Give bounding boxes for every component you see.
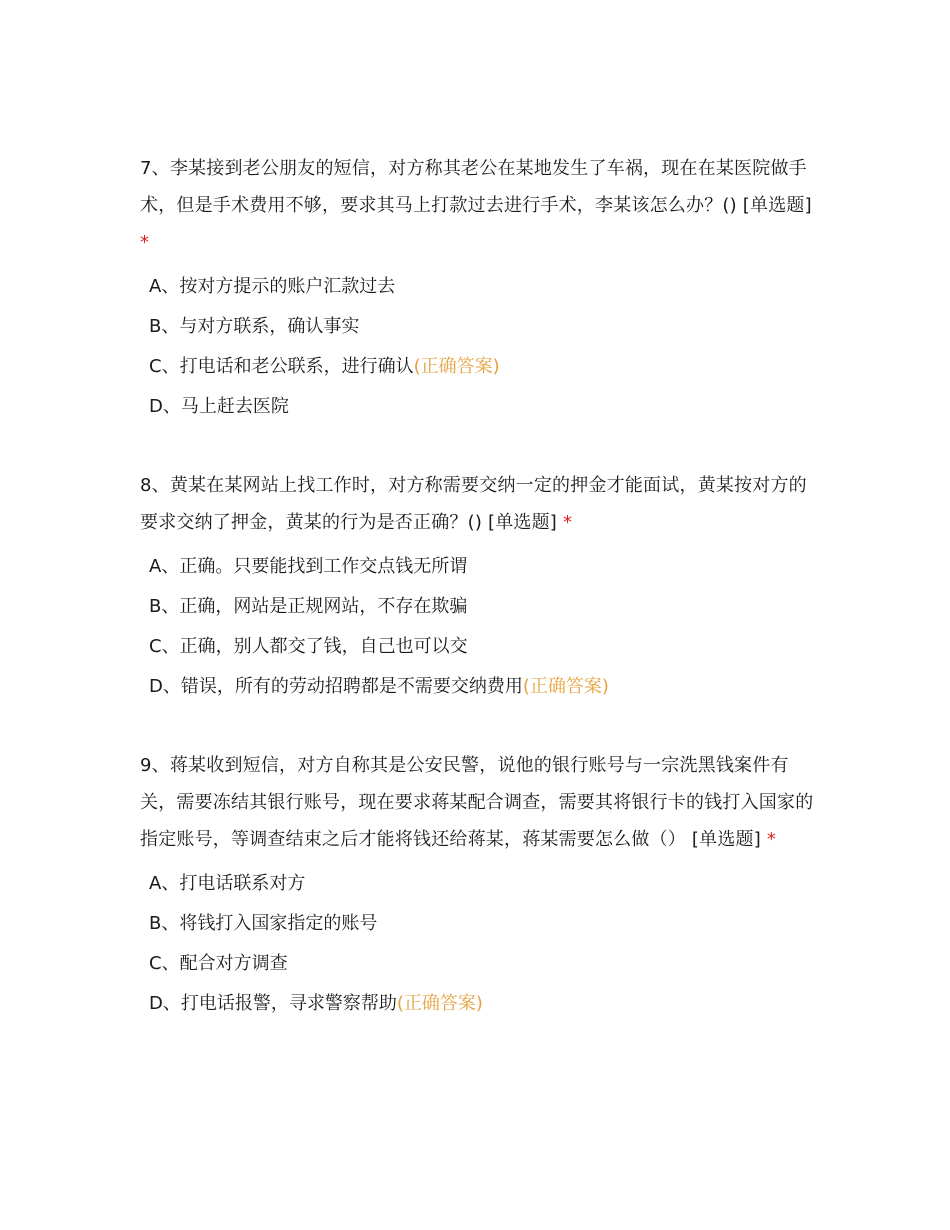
option-list [140,864,820,1024]
option-a[interactable] [149,864,820,904]
option-b[interactable] [149,587,820,627]
question-7 [140,150,820,427]
required-mark: * [562,512,573,533]
option-label: C、配合对方调查 [149,953,288,974]
correct-answer-tag: (正确答案) [413,356,500,377]
option-label: A、正确。只要能找到工作交点钱无所谓 [149,556,468,577]
option-label: D、马上赶去医院 [149,396,289,417]
option-label: B、正确，网站是正规网站，不存在欺骗 [149,596,468,617]
option-c[interactable] [149,627,820,667]
question-text [140,747,820,858]
question-stem: 9、蒋某收到短信，对方自称其是公安民警，说他的银行账号与一宗洗黑钱案件有关，需要冻结其银行账号，现在要求蒋某配合调查，需要其将银行卡的钱打入国家的指定账号，等调查结束之后才能将钱还给蒋某，蒋某需要怎么做（） [140,755,814,850]
option-label: D、打电话报警，寻求警察帮助 [149,993,397,1014]
option-d[interactable] [149,667,820,707]
option-c[interactable] [149,944,820,984]
question-8 [140,467,820,707]
required-mark: * [766,829,777,850]
quiz-document [140,150,820,1064]
option-a[interactable] [149,267,820,307]
option-d[interactable] [149,387,820,427]
question-9 [140,747,820,1024]
option-label: D、错误，所有的劳动招聘都是不需要交纳费用 [149,676,523,697]
option-label: B、将钱打入国家指定的账号 [149,913,378,934]
question-stem: 7、李某接到老公朋友的短信，对方称其老公在某地发生了车祸，现在在某医院做手术，但是手术费用不够，要求其马上打款过去进行手术，李某该怎么办？() [140,158,807,216]
option-label: A、打电话联系对方 [149,873,306,894]
option-d[interactable] [149,984,820,1024]
option-a[interactable] [149,547,820,587]
question-type-label: [单选题] [691,829,761,850]
option-list [140,547,820,707]
question-text [140,150,820,261]
option-label: A、按对方提示的账户汇款过去 [149,276,396,297]
correct-answer-tag: (正确答案) [396,993,483,1014]
option-label: B、与对方联系，确认事实 [149,316,360,337]
question-text [140,467,820,541]
question-stem: 8、黄某在某网站上找工作时，对方称需要交纳一定的押金才能面试，黄某按对方的要求交纳了押金，黄某的行为是否正确？() [140,475,807,533]
option-b[interactable] [149,904,820,944]
required-mark: * [140,232,150,253]
option-label: C、正确，别人都交了钱，自己也可以交 [149,636,468,657]
question-type-label: [单选题] [742,195,812,216]
question-type-label: [单选题] [487,512,558,533]
option-c[interactable] [149,347,820,387]
correct-answer-tag: (正确答案) [522,676,609,697]
option-list [140,267,820,427]
option-label: C、打电话和老公联系，进行确认 [149,356,414,377]
option-b[interactable] [149,307,820,347]
